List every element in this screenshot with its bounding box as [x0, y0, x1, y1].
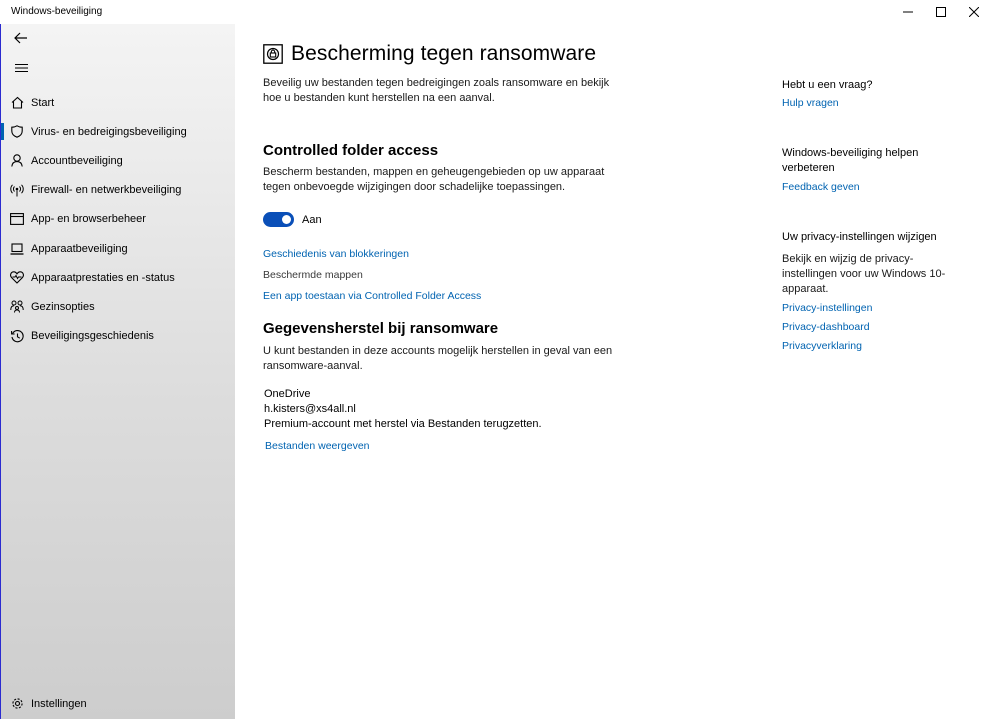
main-content [235, 24, 990, 719]
sidebar-item-label: Gezinsopties [31, 300, 95, 313]
recovery-plan: Premium-account met herstel via Bestanden terugzetten. [264, 418, 542, 430]
sidebar-item-label: Virus- en bedreigingsbeveiliging [31, 125, 187, 138]
sidebar-item-settings[interactable] [1, 689, 236, 718]
sidebar-item-label: Instellingen [31, 697, 87, 710]
sidebar-item-family-options[interactable] [1, 292, 236, 321]
hamburger-icon [15, 63, 28, 73]
sidebar-item-label: Beveiligingsgeschiedenis [31, 330, 154, 343]
heart-pulse-icon [10, 271, 24, 285]
privacy-statement-link[interactable]: Privacyverklaring [782, 340, 862, 352]
shield-icon [10, 125, 24, 139]
cfa-toggle[interactable] [263, 212, 294, 227]
sidebar-item-label: Apparaatbeveiliging [31, 242, 128, 255]
sidebar-item-label: Accountbeveiliging [31, 154, 123, 167]
privacy-title: Uw privacy-instellingen wijzigen [782, 231, 937, 243]
antenna-icon [10, 183, 24, 197]
title-bar [0, 0, 990, 24]
laptop-icon [10, 242, 24, 256]
sidebar-item-security-history[interactable] [1, 322, 236, 351]
cfa-description: Bescherm bestanden, mappen en geheugengebieden op uw apparaat tegen onbevoegde wijzigingen door schadelijke toepassingen. [263, 166, 605, 193]
browser-window-icon [10, 212, 24, 226]
sidebar-item-label: Apparaatprestaties en -status [31, 271, 175, 284]
family-icon [10, 300, 24, 314]
sidebar-item-label: App- en browserbeheer [31, 213, 146, 226]
history-icon [10, 329, 24, 343]
feedback-link[interactable]: Feedback geven [782, 181, 860, 193]
sidebar-item-start[interactable] [1, 88, 236, 117]
cfa-section-title: Controlled folder access [263, 142, 439, 159]
privacy-text: Bekijk en wijzig de privacy-instellingen voor uw Windows 10-apparaat. [782, 253, 946, 295]
page-title: Bescherming tegen ransomware [291, 42, 597, 65]
minimize-icon [903, 7, 913, 17]
gear-icon [10, 697, 24, 711]
get-help-link[interactable]: Hulp vragen [782, 97, 839, 109]
back-arrow-icon [14, 32, 28, 44]
minimize-button[interactable] [891, 0, 924, 24]
protected-folders-link[interactable]: Beschermde mappen [263, 269, 363, 281]
sidebar-item-label: Firewall- en netwerkbeveiliging [31, 184, 182, 197]
ransomware-protection-icon [263, 44, 283, 64]
recovery-section-title: Gegevensherstel bij ransomware [263, 320, 499, 337]
improve-title: Windows-beveiliging helpen verbeteren [782, 147, 919, 174]
maximize-button[interactable] [924, 0, 957, 24]
cfa-toggle-label: Aan [302, 214, 322, 226]
sidebar-item-app-browser[interactable] [1, 205, 236, 234]
recovery-account: h.kisters@xs4all.nl [264, 403, 356, 415]
close-icon [969, 7, 979, 17]
maximize-icon [936, 7, 946, 17]
sidebar-item-device-performance[interactable] [1, 263, 236, 292]
window-controls [891, 0, 990, 24]
privacy-dashboard-link[interactable]: Privacy-dashboard [782, 321, 870, 333]
recovery-description: U kunt bestanden in deze accounts mogelijk herstellen in geval van een ransomware-aanval. [263, 345, 613, 372]
allow-app-link[interactable]: Een app toestaan via Controlled Folder Access [263, 290, 482, 302]
sidebar-item-virus-protection[interactable] [1, 117, 236, 146]
sidebar-item-firewall[interactable] [1, 176, 236, 205]
sidebar [0, 24, 235, 719]
home-icon [10, 96, 24, 110]
hamburger-menu-button[interactable] [1, 54, 41, 82]
back-button[interactable] [1, 24, 41, 52]
sidebar-item-device-security[interactable] [1, 234, 236, 263]
person-icon [10, 154, 24, 168]
block-history-link[interactable]: Geschiedenis van blokkeringen [263, 248, 409, 260]
view-files-link[interactable]: Bestanden weergeven [265, 440, 370, 452]
close-button[interactable] [957, 0, 990, 24]
question-title: Hebt u een vraag? [782, 79, 873, 91]
privacy-settings-link[interactable]: Privacy-instellingen [782, 302, 873, 314]
nav-list [1, 88, 236, 351]
recovery-provider: OneDrive [264, 388, 311, 400]
sidebar-item-label: Start [31, 96, 55, 109]
page-intro: Beveilig uw bestanden tegen bedreigingen zoals ransomware en bekijk hoe u bestanden kunt herstellen na een aanval. [263, 77, 610, 104]
app-title: Windows-beveiliging [11, 6, 103, 17]
sidebar-item-account-protection[interactable] [1, 146, 236, 175]
page-header [263, 42, 596, 66]
